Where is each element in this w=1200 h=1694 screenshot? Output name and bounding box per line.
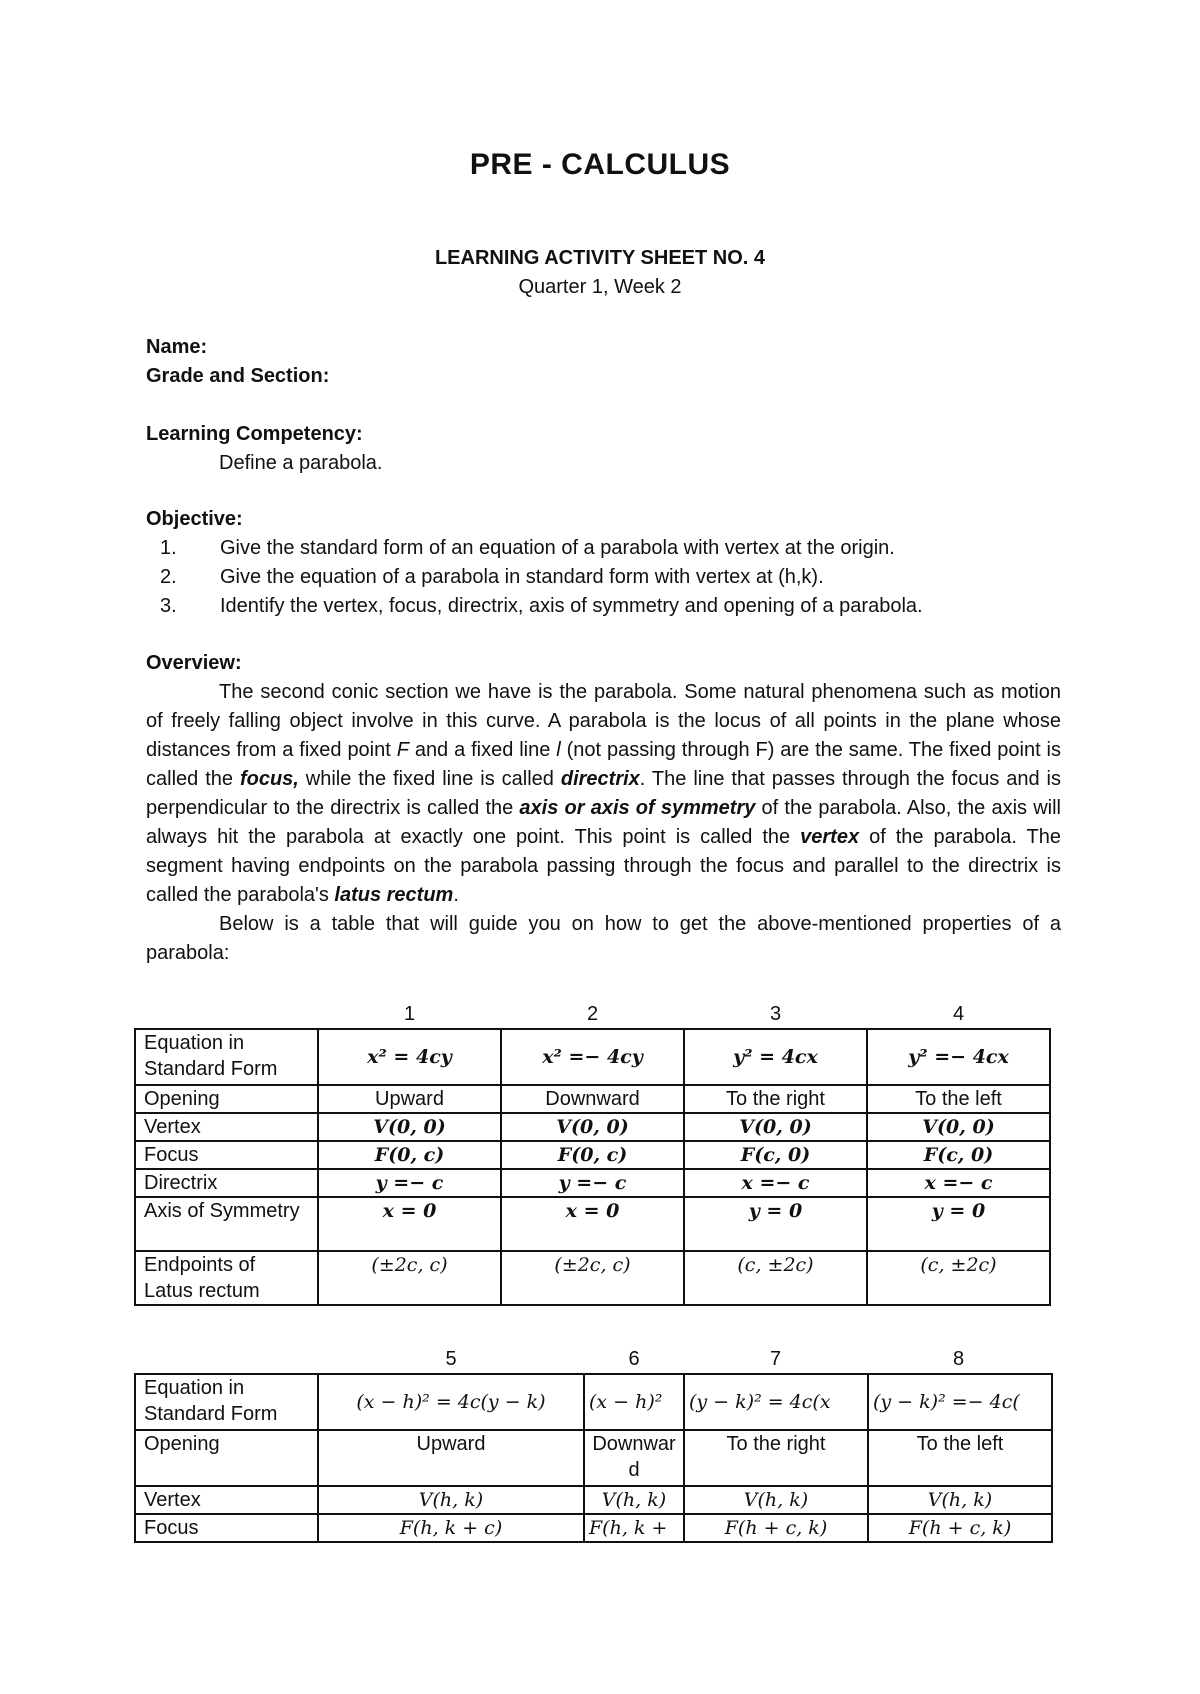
column-number: 7 [769, 1348, 782, 1370]
column-number: 4 [952, 1003, 965, 1025]
table-row: Vertex V(0, 0) V(0, 0) V(0, 0) V(0, 0) [135, 1113, 1050, 1141]
column-number: 2 [586, 1003, 599, 1025]
parabola-table-vertex-hk [134, 1373, 1053, 1543]
column-number: 5 [445, 1348, 457, 1370]
competency-label: Learning Competency: [146, 423, 363, 445]
objective-item: 2. Give the equation of a parabola in standard form with vertex at (h,k). [160, 566, 824, 588]
competency-text: Define a parabola. [219, 452, 383, 474]
table-row: Vertex V(h, k) V(h, k) V(h, k) V(h, k) [135, 1486, 1052, 1514]
table-row: Focus F(h, k + c) F(h, k + F(h + c, k) F(h + c, k) [135, 1514, 1052, 1542]
table2-column-numbers [135, 1348, 1050, 1371]
column-number: 1 [403, 1003, 416, 1025]
sheet-number: LEARNING ACTIVITY SHEET NO. 4 [434, 247, 766, 269]
table-row: Directrix y =− c y =− c x =− c x =− c [135, 1169, 1050, 1197]
table-row: Endpoints of Latus rectum (±2c, c) (±2c, c) (c, ±2c) (c, ±2c) [135, 1251, 1050, 1305]
table-row: Equation in Standard Form x² = 4cy x² =− 4cy y² = 4cx y² =− 4cx [135, 1029, 1050, 1085]
column-number: 3 [769, 1003, 782, 1025]
quarter-week: Quarter 1, Week 2 [518, 276, 682, 298]
table-row: Axis of Symmetry x = 0 x = 0 y = 0 y = 0 [135, 1197, 1050, 1251]
objective-item: 1. Give the standard form of an equation of a parabola with vertex at the origin. [160, 537, 895, 559]
objective-label: Objective: [146, 508, 243, 530]
table-row: Focus F(0, c) F(0, c) F(c, 0) F(c, 0) [135, 1141, 1050, 1169]
column-number: 8 [952, 1348, 965, 1370]
table-row: Equation in Standard Form (x − h)² = 4c(y − k) (x − h)² (y − k)² = 4c(x (y − k)² =− 4c( [135, 1374, 1052, 1430]
page-title: PRE - CALCULUS [469, 148, 731, 181]
objective-list [160, 534, 923, 621]
overview-paragraph-2: Below is a table that will guide you on how to get the above-mentioned properties of a parabola: [146, 913, 1061, 964]
overview-paragraph-1: The second conic section we have is the parabola. Some natural phenomena such as motion of freely falling object involve in this curve. A parabola is the locus of all points in the plane whose distances from a fixed point F and a fixed line l (not passing through F) are the same. The fixed point is called the focus, while the fixed line is called directrix. The line that passes through the focus and is perpendicular to the directrix is called the axis or axis of symmetry of the parabola. Also, the axis will always hit the parabola at exactly one point. This point is called the vertex of the parabola. The segment having endpoints on the parabola passing through the focus and parallel to the directrix is called the parabola's latus rectum. [146, 681, 1061, 906]
grade-section-label: Grade and Section: [146, 365, 330, 387]
column-number: 6 [628, 1348, 640, 1370]
parabola-table-origin [134, 1028, 1051, 1306]
table1-column-numbers [135, 1003, 1050, 1026]
table-row: Opening Upward Downward To the right To the left [135, 1085, 1050, 1113]
table-row: Opening Upward Downward To the right To the left [135, 1430, 1052, 1486]
overview-body [146, 678, 1061, 968]
objective-item: 3. Identify the vertex, focus, directrix, axis of symmetry and opening of a parabola. [160, 595, 923, 617]
overview-label: Overview: [146, 652, 242, 674]
name-label: Name: [146, 336, 208, 358]
